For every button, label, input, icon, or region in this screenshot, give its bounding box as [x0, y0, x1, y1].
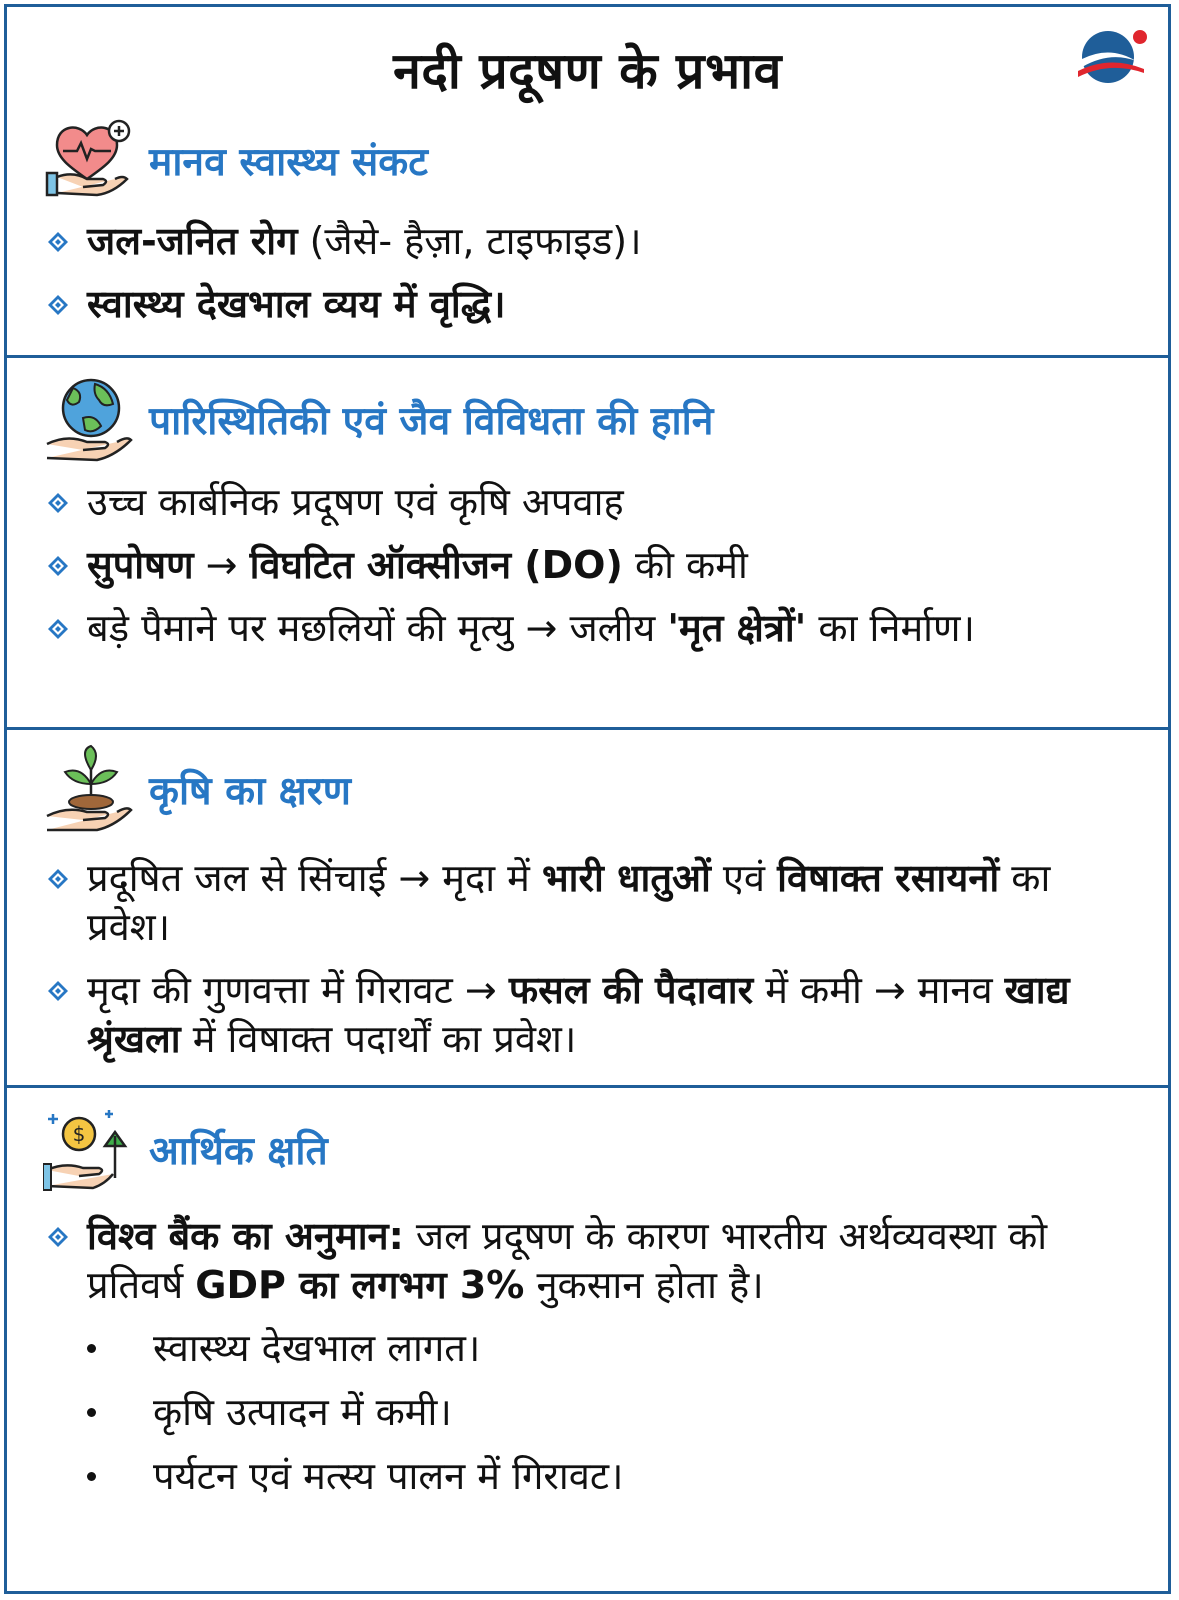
bullet-bold-text: विषाक्त रसायनों [777, 856, 1000, 900]
diamond-bullet-icon [47, 868, 69, 890]
sub-bullet-item [45, 1324, 1138, 1373]
bullet-item [45, 604, 1138, 653]
infographic-frame [4, 4, 1171, 1594]
bullet-bold-text: फसल की पैदावार [508, 968, 754, 1012]
bullet-item [45, 966, 1138, 1064]
bullet-text: मृदा की गुणवत्ता में गिरावट → [87, 968, 509, 1012]
bullet-item [45, 217, 1138, 266]
bullet-text: का निर्माण। [806, 606, 975, 650]
earth-in-hand-icon [43, 374, 135, 464]
bullet-item [45, 478, 1138, 527]
bullet-bold-text: विघटित ऑक्सीजन (DO) [249, 543, 623, 587]
diamond-bullet-icon [47, 555, 69, 577]
bullet-item [45, 280, 1138, 329]
section-heading: मानव स्वास्थ्य संकट [149, 139, 428, 185]
bullet-item [45, 1212, 1138, 1310]
diamond-bullet-icon [47, 1226, 69, 1248]
bullet-item [45, 541, 1138, 590]
heart-in-hand-icon [43, 115, 135, 205]
dot-bullet-icon [87, 1472, 96, 1481]
bullet-text: का प्रवेश। [87, 856, 1051, 949]
diamond-bullet-icon [47, 294, 69, 316]
bullet-bold-text: सुपोषण [87, 543, 194, 587]
diamond-bullet-icon [47, 618, 69, 640]
sub-bullet-text: पर्यटन एवं मत्स्य पालन में गिरावट। [153, 1454, 624, 1498]
section-heading: पारिस्थितिकी एवं जैव विविधता की हानि [149, 398, 714, 444]
sub-bullet-text: स्वास्थ्य देखभाल लागत। [153, 1326, 481, 1370]
bullet-text: एवं [710, 856, 778, 900]
bullet-text: जल प्रदूषण के कारण भारतीय अर्थव्यवस्था को प्रतिवर्ष [87, 1214, 1048, 1307]
plant-in-hand-icon [43, 744, 135, 834]
bullet-text: प्रदूषित जल से सिंचाई → मृदा में [87, 856, 542, 900]
bullet-bold-text: जल-जनित रोग [87, 219, 298, 263]
bullet-text: नुकसान होता है। [524, 1263, 764, 1307]
dot-bullet-icon [87, 1408, 96, 1417]
bullet-text: उच्च कार्बनिक प्रदूषण एवं कृषि अपवाह [87, 480, 624, 524]
bullet-text: में कमी → मानव [753, 968, 1005, 1012]
section-ecology [7, 355, 1168, 730]
bullet-text: में विषाक्त पदार्थों का प्रवेश। [180, 1017, 577, 1061]
bullet-bold-text: खाद्य श्रृंखला [87, 968, 1070, 1061]
bullet-bold-text: भारी धातुओं [541, 856, 711, 900]
bullet-bold-text: 'मृत क्षेत्रों' [667, 606, 807, 650]
dot-bullet-icon [87, 1344, 96, 1353]
sub-bullet-item [45, 1388, 1138, 1437]
bullet-bold-text: विश्व बैंक का अनुमान: [87, 1214, 404, 1258]
bullet-bold-text: GDP का लगभग 3% [195, 1263, 525, 1307]
arrow-text: → [193, 543, 250, 587]
bullet-text: की कमी [622, 543, 748, 587]
money-growth-icon [43, 1104, 135, 1194]
diamond-bullet-icon [47, 231, 69, 253]
svg-text:$: $ [72, 1122, 86, 1146]
section-heading: कृषि का क्षरण [149, 768, 351, 814]
sub-bullet-item [45, 1452, 1138, 1501]
bullet-item [45, 854, 1138, 952]
bullet-text: बड़े पैमाने पर मछलियों की मृत्यु → जलीय [87, 606, 668, 650]
section-agriculture [7, 727, 1168, 1088]
diamond-bullet-icon [47, 492, 69, 514]
page-title: नदी प्रदूषण के प्रभाव [393, 42, 782, 100]
section-health [7, 7, 1168, 355]
bullet-text: (जैसे- हैज़ा, टाइफाइड)। [297, 219, 642, 263]
section-economic [7, 1085, 1168, 1594]
diamond-bullet-icon [47, 980, 69, 1002]
section-heading: आर्थिक क्षति [149, 1128, 328, 1174]
bullet-bold-text: स्वास्थ्य देखभाल व्यय में वृद्धि। [87, 282, 506, 326]
sub-bullet-text: कृषि उत्पादन में कमी। [153, 1390, 452, 1434]
